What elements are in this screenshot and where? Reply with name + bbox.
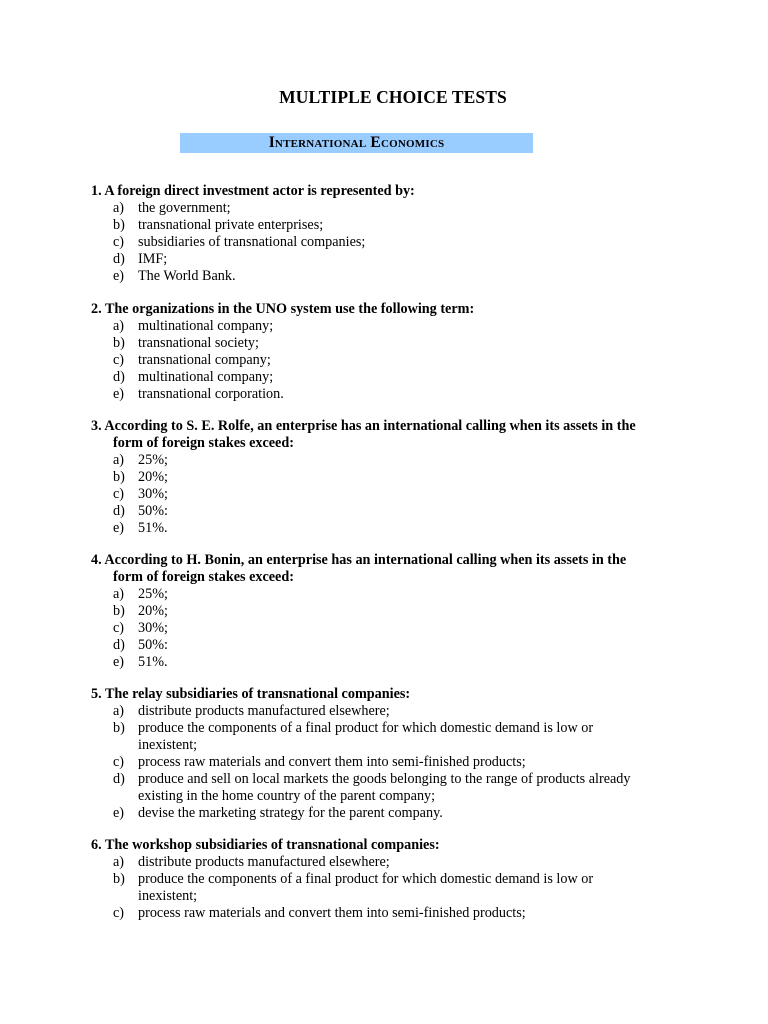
option-text: 50%: (138, 637, 168, 653)
option-letter: b) (113, 720, 125, 736)
answer-option (113, 586, 713, 603)
option-letter: d) (113, 369, 125, 385)
option-letter: a) (113, 452, 125, 468)
answer-option (113, 520, 713, 537)
answer-option (113, 720, 713, 754)
answer-option (113, 452, 713, 469)
answer-option (113, 905, 713, 922)
option-letter: b) (113, 871, 125, 887)
option-letter: b) (113, 335, 125, 351)
answer-option (113, 654, 713, 671)
question-number: 4. (91, 552, 102, 568)
question-text (91, 552, 701, 586)
option-letter: b) (113, 217, 125, 233)
question-line: According to S. E. Rolfe, an enterprise has an international calling when its assets in the (104, 418, 636, 434)
option-text: 20%; (138, 469, 168, 485)
option-text: transnational corporation. (138, 386, 284, 402)
option-text: process raw materials and convert them into semi-finished products; (138, 754, 526, 770)
answer-option (113, 771, 713, 805)
option-text: process raw materials and convert them into semi-finished products; (138, 905, 526, 921)
option-text: the government; (138, 200, 231, 216)
answer-option (113, 603, 713, 620)
option-letter: e) (113, 520, 125, 536)
option-letter: c) (113, 620, 125, 636)
question-line: The workshop subsidiaries of transnational companies: (104, 837, 440, 853)
option-letter: b) (113, 603, 125, 619)
option-letter: d) (113, 771, 125, 787)
answer-option (113, 200, 713, 217)
option-text: produce and sell on local markets the goods belonging to the range of products already (138, 771, 631, 787)
option-text: 30%; (138, 486, 168, 502)
option-text: produce the components of a final product for which domestic demand is low or (138, 871, 594, 887)
question-line: According to H. Bonin, an enterprise has an international calling when its assets in the (104, 552, 627, 568)
option-text: existing in the home country of the parent company; (138, 788, 436, 804)
option-letter: a) (113, 586, 125, 602)
option-letter: d) (113, 637, 125, 653)
answer-option (113, 234, 713, 251)
option-letter: c) (113, 352, 125, 368)
option-letter: c) (113, 234, 125, 250)
question-line: A foreign direct investment actor is represented by: (104, 183, 415, 199)
answer-option (113, 251, 713, 268)
option-letter: e) (113, 654, 125, 670)
option-text: 51%. (138, 654, 168, 670)
answer-option (113, 854, 713, 871)
option-text: 25%; (138, 586, 168, 602)
option-letter: c) (113, 754, 125, 770)
option-letter: a) (113, 200, 125, 216)
option-text: 50%: (138, 503, 168, 519)
question-number: 1. (91, 183, 102, 199)
option-text: transnational society; (138, 335, 259, 351)
option-letter: e) (113, 386, 125, 402)
option-text: subsidiaries of transnational companies; (138, 234, 366, 250)
option-text: 20%; (138, 603, 168, 619)
option-letter: d) (113, 251, 125, 267)
option-text: devise the marketing strategy for the parent company. (138, 805, 443, 821)
answer-option (113, 386, 713, 403)
option-letter: b) (113, 469, 125, 485)
answer-option (113, 503, 713, 520)
option-letter: e) (113, 268, 125, 284)
answer-option (113, 754, 713, 771)
answer-option (113, 703, 713, 720)
option-letter: c) (113, 905, 125, 921)
option-letter: e) (113, 805, 125, 821)
answer-option (113, 637, 713, 654)
answer-option (113, 335, 713, 352)
option-text: multinational company; (138, 318, 274, 334)
question-text (91, 183, 701, 200)
answer-option (113, 352, 713, 369)
section-title: International Economics (268, 134, 445, 151)
option-text: 25%; (138, 452, 168, 468)
option-text: produce the components of a final product for which domestic demand is low or (138, 720, 594, 736)
page-title: MULTIPLE CHOICE TESTS (279, 87, 507, 107)
answer-option (113, 318, 713, 335)
option-text: transnational company; (138, 352, 271, 368)
question-line: The organizations in the UNO system use the following term: (104, 301, 475, 317)
answer-option (113, 805, 713, 822)
option-text: inexistent; (138, 737, 198, 753)
option-text: 51%. (138, 520, 168, 536)
option-text: multinational company; (138, 369, 274, 385)
answer-option (113, 469, 713, 486)
question-line: The relay subsidiaries of transnational companies: (104, 686, 411, 702)
question-text (91, 301, 701, 318)
option-letter: d) (113, 503, 125, 519)
option-letter: a) (113, 854, 125, 870)
answer-option (113, 620, 713, 637)
answer-option (113, 217, 713, 234)
option-text: 30%; (138, 620, 168, 636)
answer-option (113, 486, 713, 503)
question-line: form of foreign stakes exceed: (113, 435, 294, 451)
answer-option (113, 871, 713, 905)
option-letter: a) (113, 703, 125, 719)
question-text (91, 837, 701, 854)
question-number: 3. (91, 418, 102, 434)
option-text: The World Bank. (138, 268, 236, 284)
answer-option (113, 369, 713, 386)
option-text: distribute products manufactured elsewhere; (138, 854, 390, 870)
question-number: 6. (91, 837, 102, 853)
question-text (91, 686, 701, 703)
option-letter: c) (113, 486, 125, 502)
option-letter: a) (113, 318, 125, 334)
option-text: IMF; (138, 251, 168, 267)
question-number: 2. (91, 301, 102, 317)
option-text: inexistent; (138, 888, 198, 904)
question-text (91, 418, 701, 452)
option-text: transnational private enterprises; (138, 217, 324, 233)
question-number: 5. (91, 686, 102, 702)
answer-option (113, 268, 713, 285)
option-text: distribute products manufactured elsewhere; (138, 703, 390, 719)
question-line: form of foreign stakes exceed: (113, 569, 294, 585)
